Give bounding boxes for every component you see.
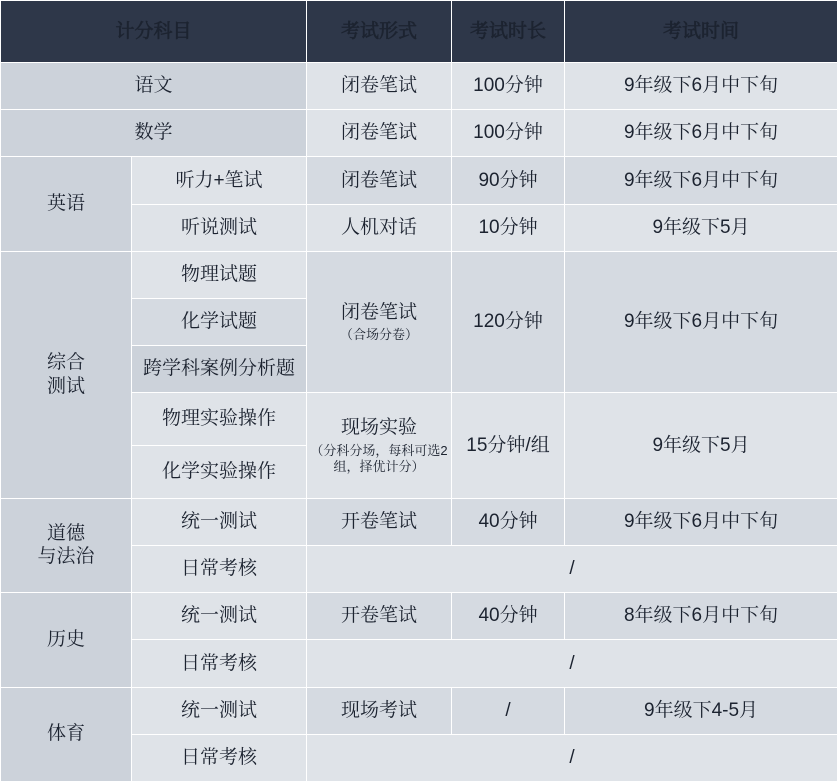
- duration-onsite-experiment: 15分钟/组: [452, 393, 565, 498]
- time-history-unified-test: 8年级下6月中下旬: [565, 593, 837, 640]
- format-math: 闭卷笔试: [307, 110, 452, 157]
- table-row: [1, 63, 837, 110]
- table-header-row: [1, 1, 837, 63]
- table-row: [1, 498, 837, 545]
- subject-comprehensive: [1, 251, 132, 498]
- format-history-unified-test: 开卷笔试: [307, 593, 452, 640]
- duration-comprehensive-written: 120分钟: [452, 251, 565, 393]
- table-row: [1, 593, 837, 640]
- format-morality-unified-test: 开卷笔试: [307, 498, 452, 545]
- history-daily-assessment-value: /: [307, 640, 837, 687]
- duration-morality-unified-test: 40分钟: [452, 498, 565, 545]
- subitem-physics-paper: 物理试题: [132, 251, 307, 298]
- duration-math: 100分钟: [452, 110, 565, 157]
- time-english-speaking: 9年级下5月: [565, 204, 837, 251]
- time-morality-unified-test: 9年级下6月中下旬: [565, 498, 837, 545]
- format-comprehensive-written-note: （合场分卷）: [340, 327, 419, 343]
- format-english-listening-writing: 闭卷笔试: [307, 157, 452, 204]
- table-row: [1, 157, 837, 204]
- subject-comprehensive-line1: 综合: [46, 352, 85, 374]
- duration-english-listening-writing: 90分钟: [452, 157, 565, 204]
- format-comprehensive-written-label: 闭卷笔试: [341, 301, 418, 323]
- subject-chinese: 语文: [1, 63, 307, 110]
- column-header-subject: 计分科目: [1, 1, 307, 63]
- subitem-interdisciplinary-case: 跨学科案例分析题: [132, 346, 307, 393]
- subitem-chemistry-paper: 化学试题: [132, 298, 307, 345]
- format-onsite-experiment-label: 现场实验: [341, 416, 418, 438]
- duration-chinese: 100分钟: [452, 63, 565, 110]
- subitem-morality-daily-assessment: 日常考核: [132, 545, 307, 592]
- time-math: 9年级下6月中下旬: [565, 110, 837, 157]
- table-row: [1, 687, 837, 734]
- subject-morality-law: [1, 498, 132, 592]
- subject-comprehensive-line2: 测试: [46, 375, 85, 397]
- subitem-history-unified-test: 统一测试: [132, 593, 307, 640]
- column-header-duration: 考试时长: [452, 1, 565, 63]
- duration-history-unified-test: 40分钟: [452, 593, 565, 640]
- time-onsite-experiment: 9年级下5月: [565, 393, 837, 498]
- subject-pe: 体育: [1, 687, 132, 781]
- subitem-physics-experiment: 物理实验操作: [132, 393, 307, 446]
- subject-math: 数学: [1, 110, 307, 157]
- table-row: [1, 251, 837, 298]
- format-onsite-experiment-note: （分科分场，每科可选2组，择优计分）: [310, 442, 448, 474]
- format-chinese: 闭卷笔试: [307, 63, 452, 110]
- subitem-pe-daily-assessment: 日常考核: [132, 734, 307, 781]
- table-row: [1, 110, 837, 157]
- pe-daily-assessment-value: /: [307, 734, 837, 781]
- format-pe-unified-test: 现场考试: [307, 687, 452, 734]
- subitem-chemistry-experiment: 化学实验操作: [132, 446, 307, 499]
- format-english-speaking: 人机对话: [307, 204, 452, 251]
- subject-history: 历史: [1, 593, 132, 687]
- subject-english: 英语: [1, 157, 132, 251]
- time-english-listening-writing: 9年级下6月中下旬: [565, 157, 837, 204]
- subitem-english-listening-writing: 听力+笔试: [132, 157, 307, 204]
- subject-morality-law-line1: 道德: [46, 522, 85, 544]
- subject-morality-law-line2: 与法治: [37, 546, 95, 568]
- duration-pe-unified-test: /: [452, 687, 565, 734]
- subitem-pe-unified-test: 统一测试: [132, 687, 307, 734]
- subitem-english-speaking: 听说测试: [132, 204, 307, 251]
- subitem-morality-unified-test: 统一测试: [132, 498, 307, 545]
- time-pe-unified-test: 9年级下4-5月: [565, 687, 837, 734]
- duration-english-speaking: 10分钟: [452, 204, 565, 251]
- time-comprehensive-written: 9年级下6月中下旬: [565, 251, 837, 393]
- column-header-format: 考试形式: [307, 1, 452, 63]
- subitem-history-daily-assessment: 日常考核: [132, 640, 307, 687]
- format-onsite-experiment: [307, 393, 452, 498]
- column-header-time: 考试时间: [565, 1, 837, 63]
- morality-daily-assessment-value: /: [307, 545, 837, 592]
- time-chinese: 9年级下6月中下旬: [565, 63, 837, 110]
- format-comprehensive-written: [307, 251, 452, 393]
